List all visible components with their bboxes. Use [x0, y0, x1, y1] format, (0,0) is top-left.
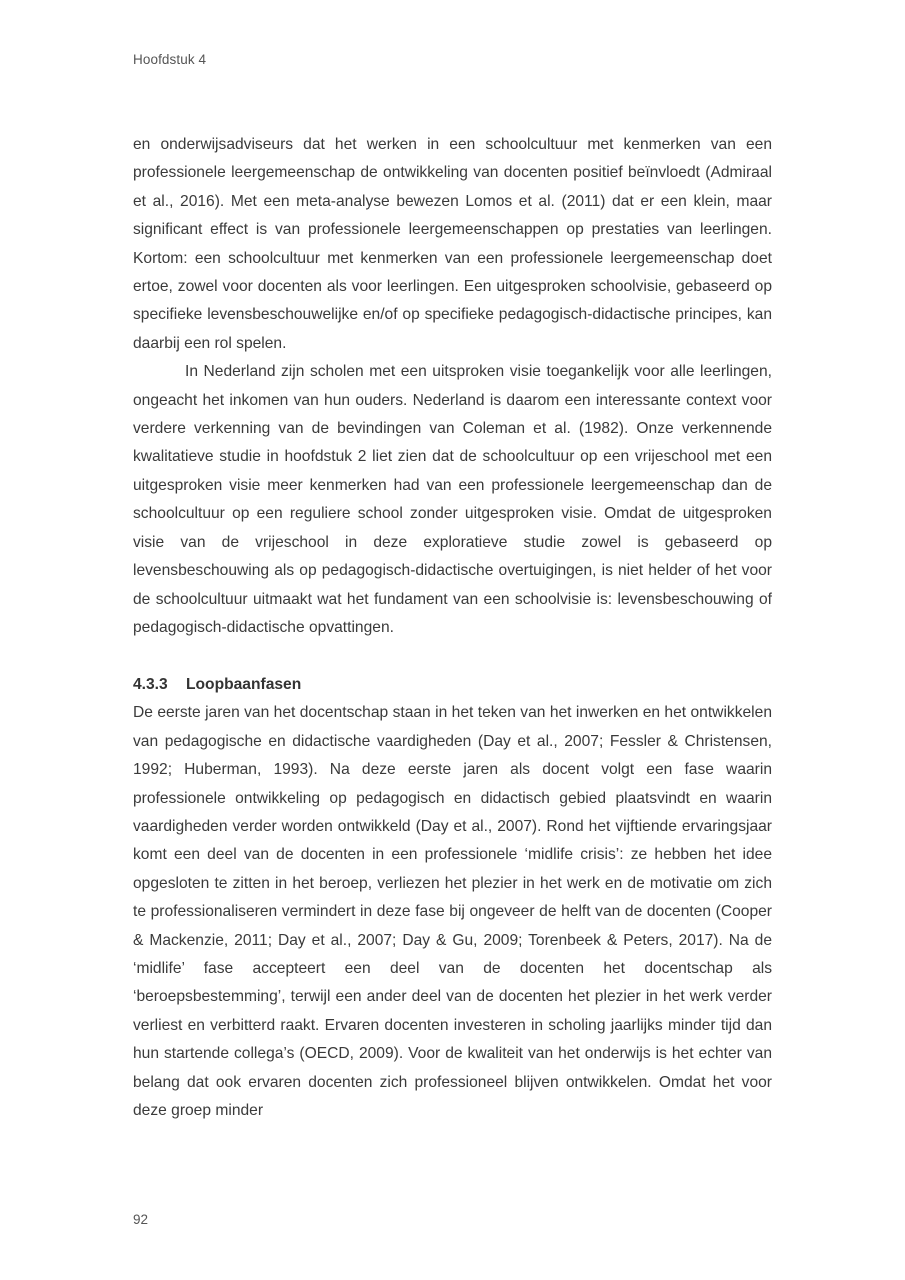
section-paragraph: De eerste jaren van het docentschap staan in het teken van het inwerken en het ontwikkelen van pedagogische en didactische vaardigheden (Day et al., 2007; Fessler & Christensen, 1992; Huberman, 1993). Na deze eerste jaren als docent volgt een fase waarin professionele ontwikkeling op pedagogisch en didactisch gebied plaatsvindt en waarin vaardigheden verder worden ontwikkeld (Day et al., 2007). Rond het vijftiende ervaringsjaar komt een deel van de docenten in een professionele ‘midlife crisis’: ze hebben het idee opgesloten te zitten in het beroep, verliezen het plezier in het werk en de motivatie om zich te professionaliseren vermindert in deze fase bij ongeveer de helft van de docenten (Cooper & Mackenzie, 2011; Day et al., 2007; Day & Gu, 2009; Torenbeek & Peters, 2017). Na de ‘midlife’ fase accepteert een deel van de docenten het docentschap als ‘beroepsbestemming’, terwijl een ander deel van de docenten het plezier in het werk verder verliest en verbitterd raakt. Ervaren docenten investeren in scholing jaarlijks minder tijd dan hun startende collega’s (OECD, 2009). Voor de kwaliteit van het onderwijs is het echter van belang dat ook ervaren docenten zich professioneel blijven ontwikkelen. Omdat het voor deze groep minder [133, 704, 772, 1119]
running-head: Hoofdstuk 4 [133, 52, 207, 67]
body-paragraph-2: In Nederland zijn scholen met een uitsproken visie toegankelijk voor alle leerlingen, ongeacht het inkomen van hun ouders. Nederland is daarom een interessante context voor verdere verkenning van de bevindingen van Coleman et al. (1982). Onze verkennende kwalitatieve studie in hoofdstuk 2 liet zien dat de schoolcultuur op een vrijeschool met een uitgesproken visie meer kenmerken had van een professionele leergemeenschap dan de schoolcultuur op een reguliere school zonder uitgesproken visie. Omdat de uitgesproken visie van de vrijeschool in deze exploratieve studie zowel is gebaseerd op levensbeschouwing als op pedagogisch-didactische overtuigingen, is niet helder of het voor de schoolcultuur uitmaakt wat het fundament van een schoolvisie is: levensbeschouwing of pedagogisch-didactische opvattingen. [133, 363, 772, 636]
section-title: Loopbaanfasen [186, 676, 302, 694]
body-paragraph-1: en onderwijsadviseurs dat het werken in een schoolcultuur met kenmerken van een professionele leergemeenschap de ontwikkeling van docenten positief beïnvloedt (Admiraal et al., 2016). Met een meta-analyse bewezen Lomos et al. (2011) dat er een klein, maar significant effect is van professionele leergemeenschappen op prestaties van leerlingen. Kortom: een schoolcultuur met kenmerken van een professionele leergemeenschap doet ertoe, zowel voor docenten als voor leerlingen. Een uitgesproken schoolvisie, gebaseerd op specifieke levensbeschouwelijke en/of op specifieke pedagogisch-didactische principes, kan daarbij een rol spelen. [133, 136, 772, 352]
page-content [133, 131, 772, 1125]
section-heading [133, 671, 772, 699]
section-number: 4.3.3 [133, 676, 168, 694]
page-number: 92 [133, 1212, 149, 1227]
